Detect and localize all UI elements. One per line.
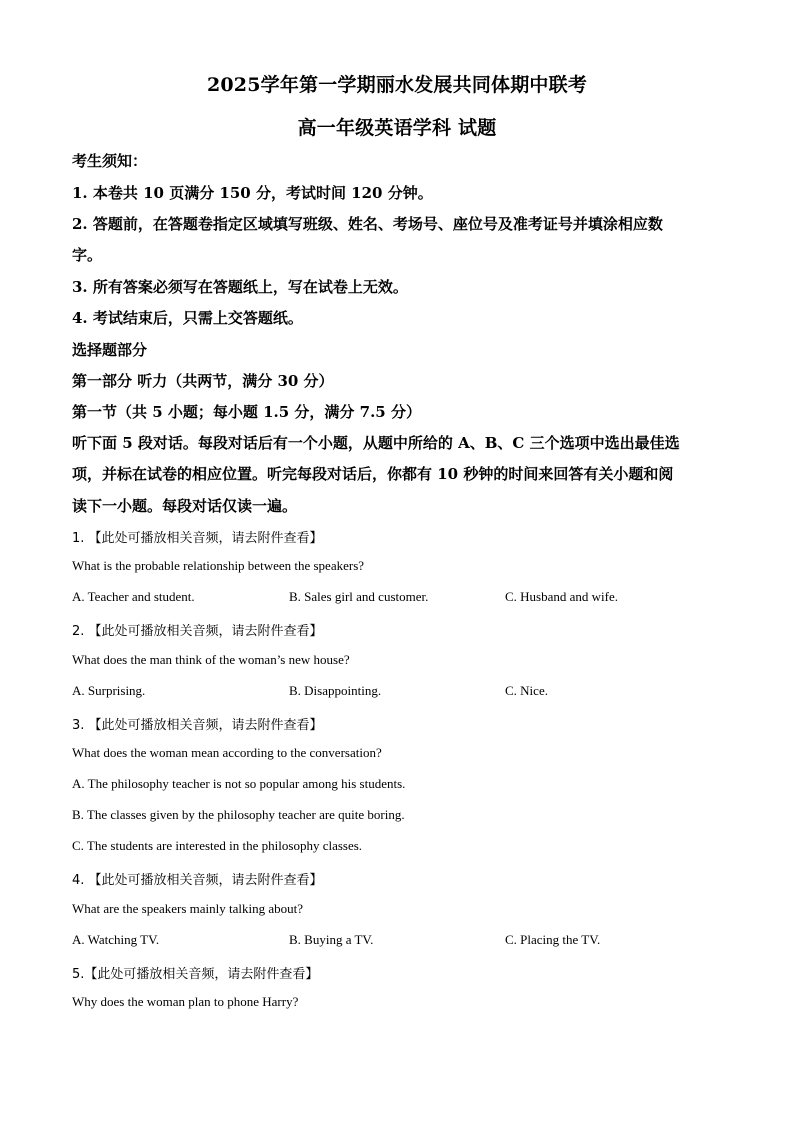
audio-placeholder[interactable]: 1. 【此处可播放相关音频，请去附件查看】 [72,531,323,546]
audio-placeholder[interactable]: 5.【此处可播放相关音频，请去附件查看】 [72,967,319,982]
option-b: B. Disappointing. [289,683,382,698]
option-c: C. Husband and wife. [505,589,619,604]
part-label: 选择题部分 [72,341,148,359]
option-a: A. The philosophy teacher is not so popular among his students. [72,776,406,791]
notice-item: 3. 所有答案必须写在答题纸上，写在试卷上无效。 [72,278,408,296]
audio-placeholder[interactable]: 2. 【此处可播放相关音频，请去附件查看】 [72,624,323,639]
notice-item: 字。 [72,246,103,264]
question-stem: What is the probable relationship between the speakers? [72,558,365,573]
part-heading: 第一部分 听力（共两节，满分 30 分） [72,372,334,390]
option-b: B. Sales girl and customer. [289,589,429,604]
question-stem: What does the man think of the woman’s new house? [72,652,350,667]
instructions-line: 读下一小题。每段对话仅读一遍。 [72,497,298,515]
option-a: A. Teacher and student. [72,589,195,604]
option-c: C. Placing the TV. [505,932,601,947]
option-b: B. Buying a TV. [289,932,374,947]
audio-placeholder[interactable]: 3. 【此处可播放相关音频，请去附件查看】 [72,718,323,733]
subsection-heading: 第一节（共 5 小题；每小题 1.5 分，满分 7.5 分） [72,403,421,421]
audio-placeholder[interactable]: 4. 【此处可播放相关音频，请去附件查看】 [72,873,323,888]
question-stem: What does the woman mean according to the conversation? [72,745,382,760]
option-a: A. Watching TV. [72,932,160,947]
instructions-line: 项，并标在试卷的相应位置。听完每段对话后，你都有 10 秒钟的时间来回答有关小题和阅 [72,465,674,483]
notice-item: 1. 本卷共 10 页满分 150 分，考试时间 120 分钟。 [72,184,433,202]
instructions-line: 听下面 5 段对话。每段对话后有一个小题，从题中所给的 A、B、C 三个选项中选出最佳选 [72,434,680,452]
exam-subtitle: 高一年级英语学科 试题 [297,117,497,139]
option-a: A. Surprising. [72,683,146,698]
question-stem: Why does the woman plan to phone Harry? [72,994,299,1009]
exam-title: 2025学年第一学期丽水发展共同体期中联考 [206,74,588,96]
notice-item: 4. 考试结束后，只需上交答题纸。 [72,309,303,327]
option-c: C. Nice. [505,683,548,698]
notice-heading: 考生须知： [72,152,148,170]
notice-item: 2. 答题前，在答题卷指定区域填写班级、姓名、考场号、座位号及准考证号并填涂相应数 [72,215,663,233]
question-stem: What are the speakers mainly talking about? [72,901,304,916]
option-c: C. The students are interested in the philosophy classes. [72,838,363,853]
option-b: B. The classes given by the philosophy teacher are quite boring. [72,807,405,822]
